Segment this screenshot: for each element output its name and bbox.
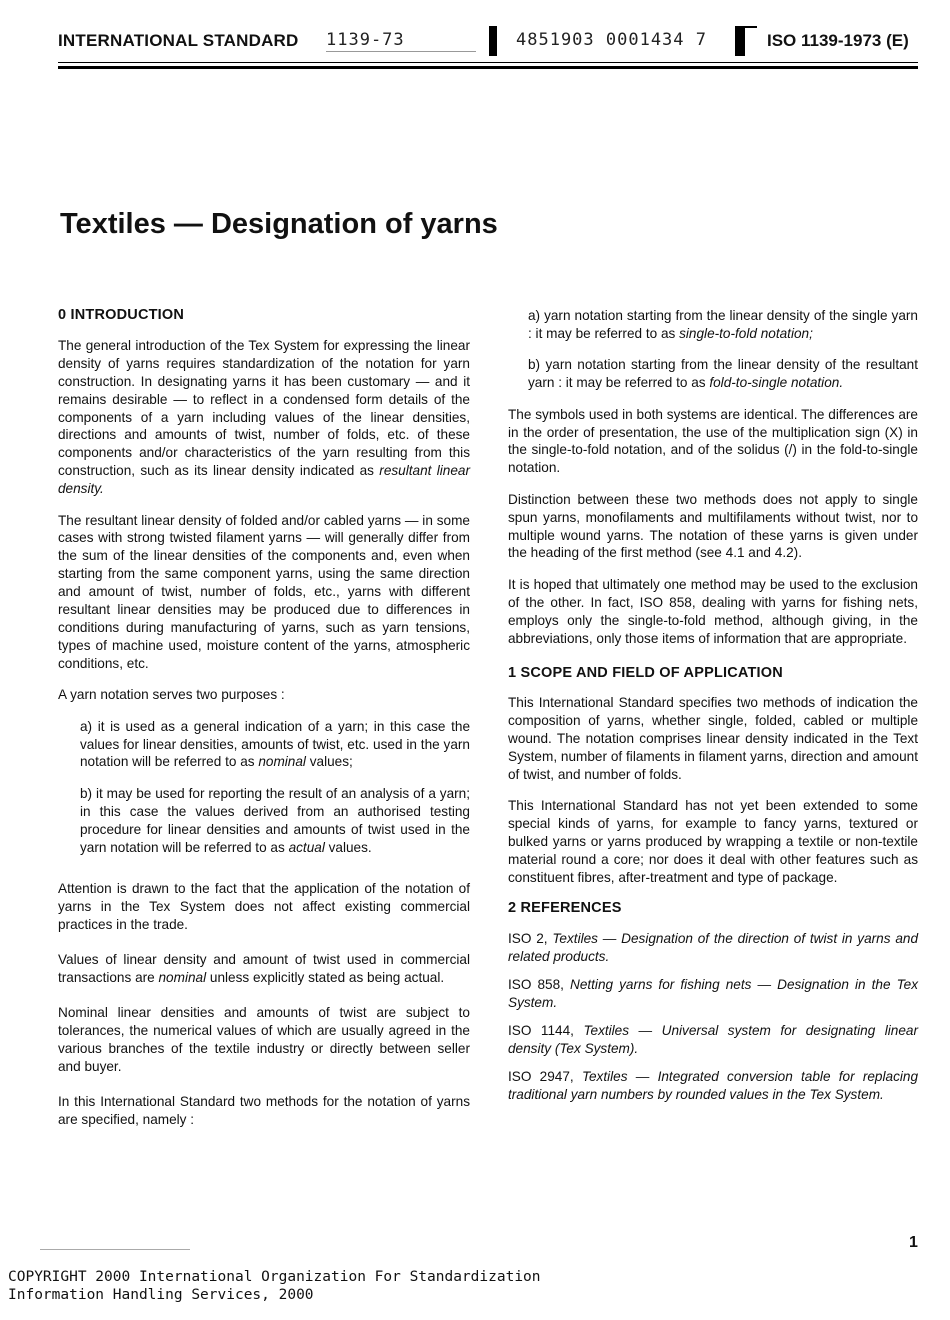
intro-paragraph-1: The general introduction of the Tex System for expressing the linear density of yarns requires standardization of the notation for yarn construction. In designating yarns it has been customary — and it remains desirable — to reflect in a condensed form details of the components of a yarn including values of the linear densities, directions and amounts of twist, number of folds, etc. of these components and/or characteristics of the yarn resulting from this construction, such as its linear density indicated as resultant linear density. [58, 337, 470, 497]
purpose-item-a: a) it is used as a general indication of a yarn; in this case the values for linear densities, amounts of twist, etc. used in the yarn notation will be referred to as nominal values; [80, 718, 470, 770]
method-item-a: a) yarn notation starting from the linear density of the single yarn : it may be referred to as single-to-fold notation; [528, 308, 918, 341]
intro-paragraph-2: The resultant linear density of folded and/or cabled yarns — in some cases with strong twisted filament yarns — will generally differ from the sum of the linear densities of the components and, even when starting from the same component yarns, using the same direction and amount of twist, number of folds, etc., yarns with different resultant linear densities may be produced due to differences in conditions during manufacturing of yarns, such as yarn tensions, types of machine used, moisture content of the yarns, atmospheric conditions, etc. [58, 512, 470, 671]
barcode-bar-cap [745, 26, 757, 28]
reference-iso-1144: ISO 1144, Textiles — Universal system for designating linear density (Tex System). [508, 1023, 919, 1056]
reference-iso-2947: ISO 2947, Textiles — Integrated conversion table for replacing traditional yarn numbers by rounded values in the Tex System. [508, 1068, 919, 1102]
header-label: INTERNATIONAL STANDARD [58, 31, 299, 50]
intro-paragraph-5: Values of linear density and amount of twist used in commercial transactions are nominal unless explicitly stated as being actual. [58, 952, 470, 986]
barcode-bar-right [735, 26, 745, 56]
copyright-line-2: Information Handling Services, 2000 [8, 1287, 314, 1303]
scope-heading: 1 SCOPE AND FIELD OF APPLICATION [508, 664, 783, 681]
intro-paragraph-4: Attention is drawn to the fact that the application of the notation of yarns in the Tex System does not affect existing commercial practices in the trade. [58, 881, 470, 933]
introduction-heading: 0 INTRODUCTION [58, 307, 185, 323]
intro-paragraph-7: In this International Standard two methods for the notation of yarns are specified, namely : [58, 1093, 470, 1127]
references-heading: 2 REFERENCES [508, 900, 622, 917]
scope-paragraph-2: This International Standard has not yet been extended to some special kinds of yarns, for example to fancy yarns, textured or bulked yarns or yarns produced by wrapping a textile or non-textile material round a core; nor does it deal with other features such as constituent fibres, after-treatment and type of package. [508, 798, 918, 886]
right-paragraph-3: It is hoped that ultimately one method may be used to the exclusion of the other. In fact, ISO 858, dealing with yarns for fishing nets, employs only the single-to-fold method, although giving, in the abbreviations, only those items of information that are appropriate. [508, 576, 918, 646]
intro-paragraph-3: A yarn notation serves two purposes : [58, 687, 285, 703]
right-paragraph-1: The symbols used in both systems are identical. The differences are in the order of presentation, the use of the multiplication sign (X) in the single-to-fold notation, and of the solidus (/) in the fold-to-single notation. [508, 406, 918, 476]
right-paragraph-2: Distinction between these two methods does not apply to single spun yarns, monofilaments and multifilaments without twist, nor to multiple wound yarns. The notation of these yarns is given under the heading of the first method (see 4.1 and 4.2). [508, 491, 918, 561]
intro-paragraph-6: Nominal linear densities and amounts of twist are subject to tolerances, the numerical values of which are usually agreed in the various branches of the textile industry or directly between seller and buyer. [58, 1005, 470, 1074]
handwritten-doc-code: 1139-73 [326, 30, 405, 50]
standard-id: ISO 1139-1973 (E) [767, 31, 909, 50]
right-column [508, 307, 918, 1114]
copyright-line-1: COPYRIGHT 2000 International Organization For Standardization [8, 1269, 541, 1285]
method-item-b: b) yarn notation starting from the linear density of the resultant yarn : it may be referred to as fold-to-single notation. [528, 357, 918, 391]
page-number: 1 [909, 1234, 918, 1251]
header-underline [326, 51, 476, 52]
copyright-notice [8, 1268, 541, 1304]
stamp-code: 4851903 0001434 7 [516, 30, 707, 50]
document-title: Textiles — Designation of yarns [60, 208, 498, 240]
header-rule-thin [58, 62, 918, 63]
left-column [58, 307, 470, 1142]
purpose-item-b: b) it may be used for reporting the result of an analysis of a yarn; in this case the values derived from an authorised testing procedure for linear densities and amounts of twist used in the yarn notation will be referred to as actual values. [80, 785, 470, 855]
scan-mark-line [40, 1249, 190, 1250]
reference-iso-858: ISO 858, Netting yarns for fishing nets — Designation in the Tex System. [508, 977, 918, 1011]
header-rule-thick [58, 66, 918, 69]
reference-iso-2: ISO 2, Textiles — Designation of the direction of twist in yarns and related products. [508, 931, 919, 965]
scope-paragraph-1: This International Standard specifies two methods of indication the composition of yarns, whether single, folded, cabled or multiple wound. The notation comprises linear density indicated in the Text System, number of filaments in filament yarns, direction and amount of twist, and number of folds. [508, 695, 918, 783]
barcode-bar-left [489, 26, 497, 56]
